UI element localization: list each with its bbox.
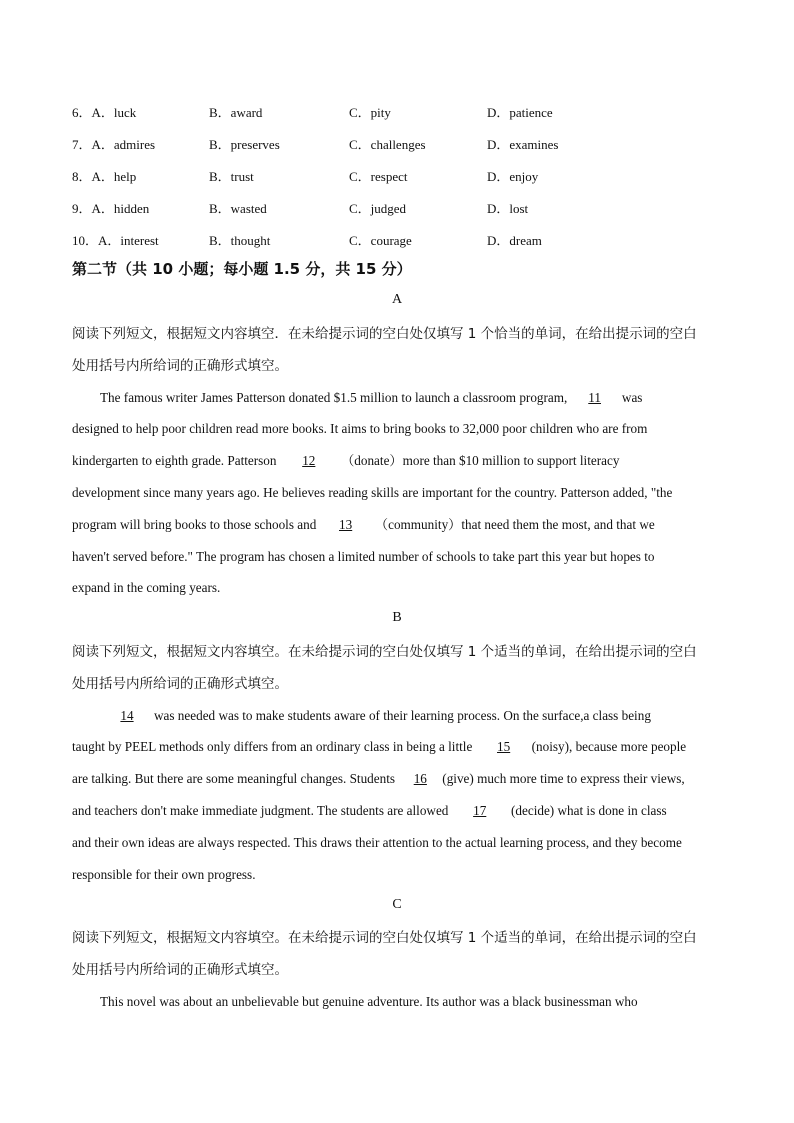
option-7-b: B．preserves [209,137,280,152]
passage-c-instructions: 阅读下列短文，根据短文内容填空。在未给提示词的空白处仅填写 1 个适当的单词，在给出提示词的空白 处用括号内所给词的正确形式填空。 [72,930,697,978]
option-6-a: 6．A．luck [72,105,137,120]
passage-a-line-7: expand in the coming years. [72,580,221,595]
passage-a-line-6: haven't served before." The program has chosen a limited number of schools to take part this year but hopes to [72,549,655,564]
option-9-c: C．judged [349,201,407,216]
passage-a-label: A [391,292,403,307]
option-9-d: D．lost [487,201,529,216]
option-10-a: 10．A．interest [72,233,159,248]
passage-b-line-2: taught by PEEL methods only differs from an ordinary class in being a little 15 (noisy), because more people [72,737,686,757]
passage-a-line-3: kindergarten to eighth grade. Patterson 12 （donate）more than $10 million to support literacy [72,451,619,471]
option-6-b: B．award [209,105,263,120]
option-8-b: B．trust [209,169,254,184]
option-7-c: C．challenges [349,137,426,152]
option-9-a: 9．A．hidden [72,201,150,216]
blank-12[interactable]: 12 [302,453,316,468]
option-10-d: D．dream [487,233,542,248]
passage-b-instructions: 阅读下列短文，根据短文内容填空。在未给提示词的空白处仅填写 1 个适当的单词，在给出提示词的空白 处用括号内所给词的正确形式填空。 [72,644,697,692]
blank-17[interactable]: 17 [473,803,487,818]
passage-b-line-4: and teachers don't make immediate judgment. The students are allowed 17 (decide) what is done in class [72,801,667,821]
passage-a-line-4: development since many years ago. He believes reading skills are important for the country. Patterson added, "the [72,485,673,500]
option-8-c: C．respect [349,169,408,184]
passage-b-line-1: 14 was needed was to make students aware of their learning process. On the surface,a class being [100,706,651,726]
blank-11[interactable]: 11 [588,390,601,405]
option-7-d: D．examines [487,137,559,152]
blank-14[interactable]: 14 [120,708,134,723]
passage-b-label: B [392,610,402,625]
passage-a-instructions: 阅读下列短文，根据短文内容填空．在未给提示词的空白处仅填写 1 个恰当的单词，在给出提示词的空白 处用括号内所给词的正确形式填空。 [72,326,697,374]
option-7-a: 7．A．admires [72,137,156,152]
blank-15[interactable]: 15 [497,739,511,754]
option-10-b: B．thought [209,233,271,248]
blank-13[interactable]: 13 [339,517,353,532]
option-9-b: B．wasted [209,201,267,216]
passage-a-line-2: designed to help poor children read more books. It aims to bring books to 32,000 poor children who are from [72,421,648,436]
passage-b-line-3: are talking. But there are some meaningful changes. Students 16 (give) much more time to express their views, [72,769,685,789]
passage-a-line-1: The famous writer James Patterson donated $1.5 million to launch a classroom program, 11 was [100,388,642,408]
option-6-c: C．pity [349,105,391,120]
passage-a-line-5: program will bring books to those schools and 13 （community）that need them the most, and that we [72,515,655,535]
option-8-a: 8．A．help [72,169,137,184]
passage-c-line-1: This novel was about an unbelievable but genuine adventure. Its author was a black businessman who [100,994,638,1009]
option-8-d: D．enjoy [487,169,539,184]
blank-16[interactable]: 16 [413,771,427,786]
passage-c-label: C [392,897,402,912]
passage-b-line-5: and their own ideas are always respected. This draws their attention to the actual learning process, and they become [72,835,682,850]
option-10-c: C．courage [349,233,412,248]
section-title: 第二节（共 10 小题；每小题 1.5 分，共 15 分） [72,260,412,278]
passage-b-line-6: responsible for their own progress. [72,867,256,882]
option-6-d: D．patience [487,105,553,120]
